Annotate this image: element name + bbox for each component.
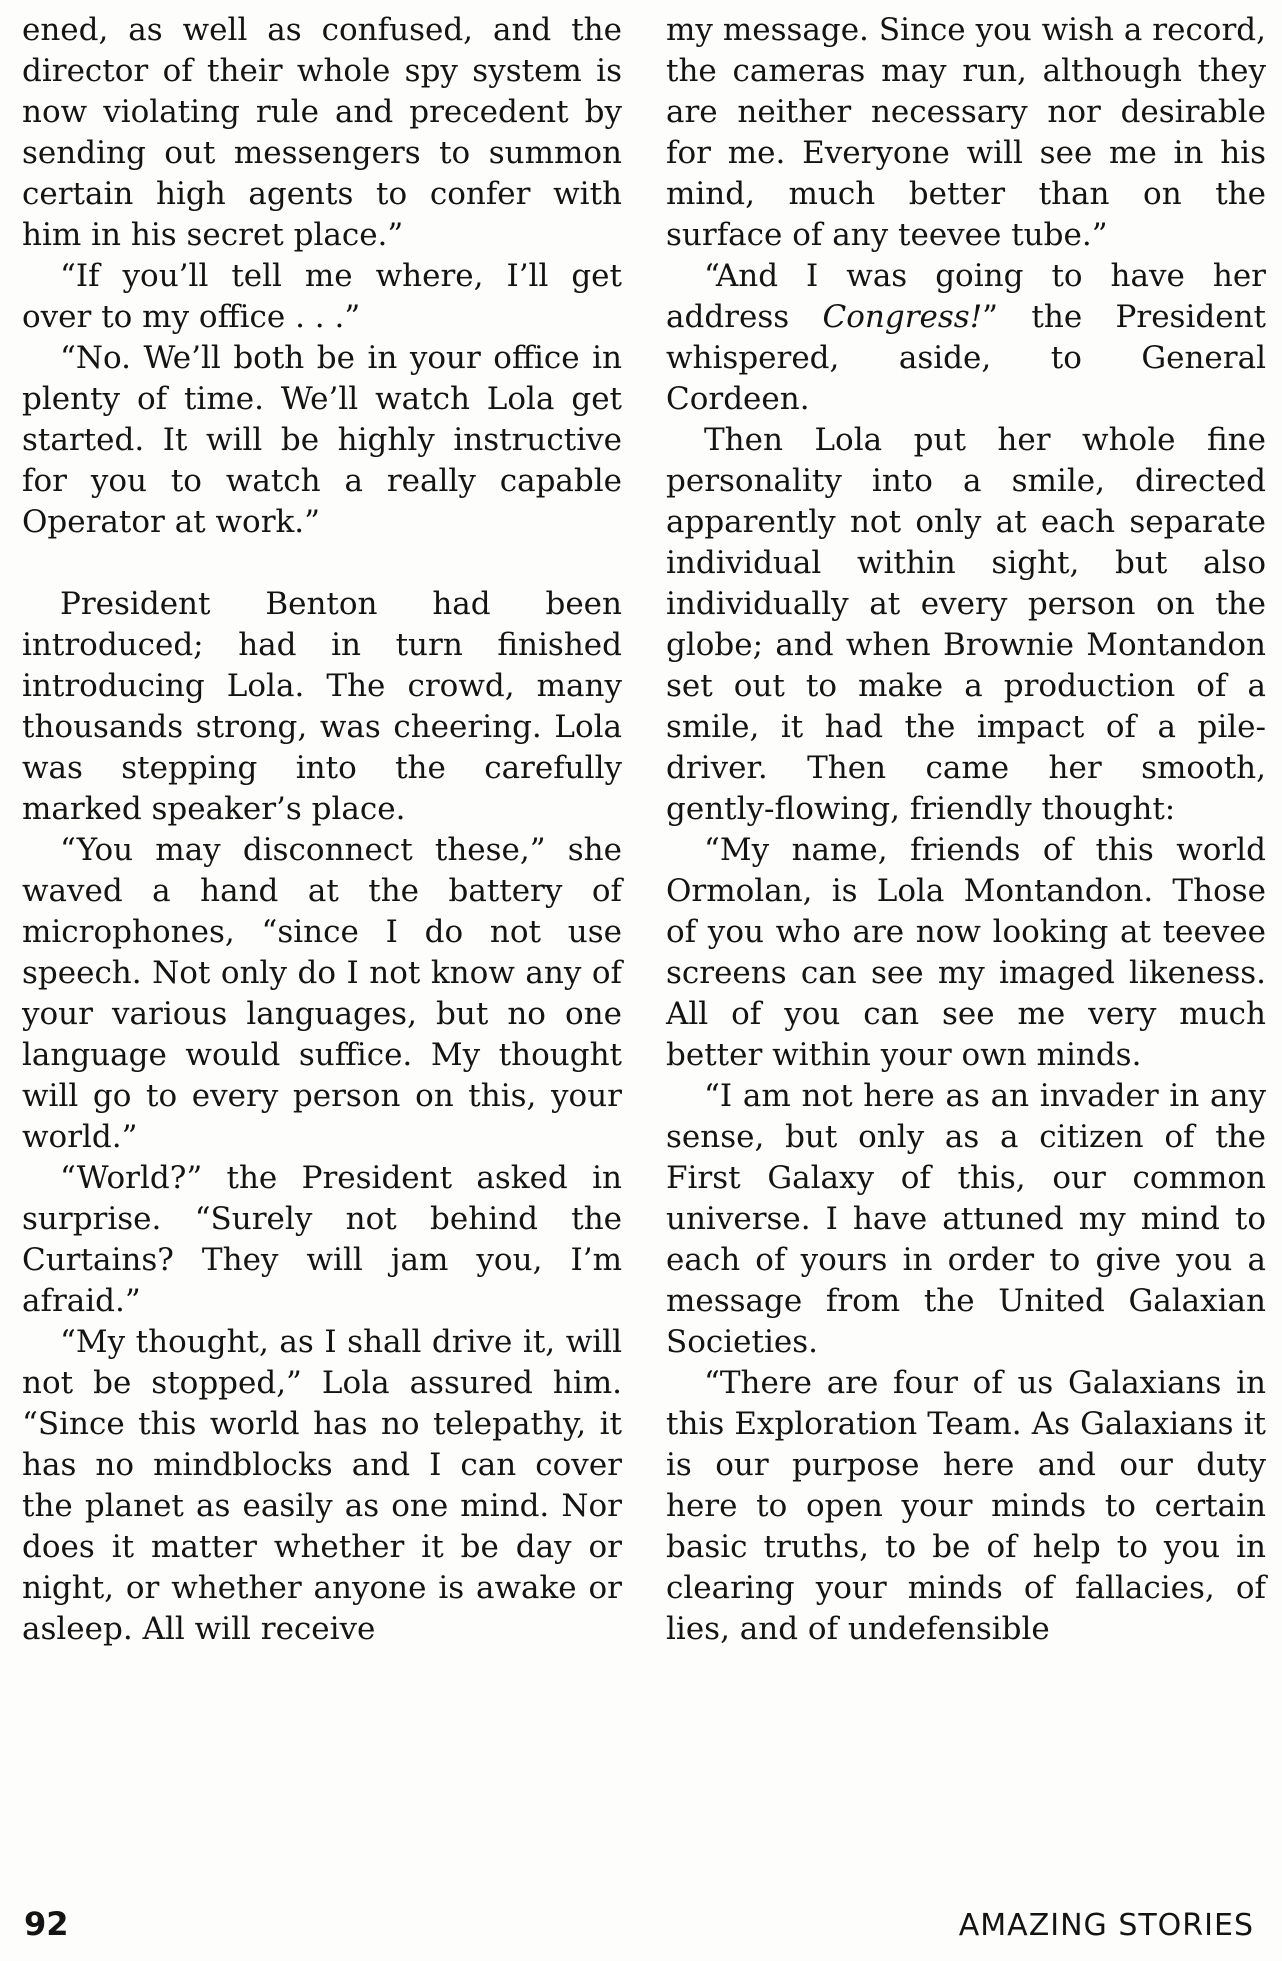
paragraph: Then Lola put her whole fine personality into a smile, directed apparently not only at each separate individual within sight, but also individually at every person on the globe; and when Brownie Montandon set out to make a production of a smile, it had the impact of a pile-driver. Then came her smooth, gently-flowing, friendly thought:: [666, 422, 1266, 827]
paragraph: “And I was going to have her address Congress!” the President whispered, aside, to General Cordeen.: [666, 258, 1266, 417]
paragraph: President Benton had been introduced; had in turn finished introducing Lola. The crowd, many thousands strong, was cheering. Lola was stepping into the carefully marked speaker’s place.: [22, 586, 622, 827]
paragraph: ened, as well as confused, and the director of their whole spy system is now violating rule and precedent by sending out messengers to summon certain high agents to confer with him in his secret place.”: [22, 12, 622, 253]
paragraph: “My name, friends of this world Ormolan, is Lola Montandon. Those of you who are now looking at teevee screens can see my imaged likeness. All of you can see me very much better within your own minds.: [666, 832, 1266, 1073]
left-column: [22, 10, 622, 1650]
right-column: [666, 10, 1266, 1650]
paragraph: “No. We’ll both be in your office in plenty of time. We’ll watch Lola get started. It will be highly instructive for you to watch a really capable Operator at work.”: [22, 340, 622, 540]
paragraph: “My thought, as I shall drive it, will not be stopped,” Lola assured him. “Since this world has no telepathy, it has no mindblocks and I can cover the planet as easily as one mind. Nor does it matter whether it be day or night, or whether anyone is awake or asleep. All will receive: [22, 1324, 622, 1647]
paragraph: “There are four of us Galaxians in this Exploration Team. As Galaxians it is our purpose here and our duty here to open your minds to certain basic truths, to be of help to you in clearing your minds of fallacies, of lies, and of undefensible: [666, 1365, 1266, 1647]
paragraph: my message. Since you wish a record, the cameras may run, although they are neither necessary nor desirable for me. Everyone will see me in his mind, much better than on the surface of any teevee tube.”: [666, 12, 1266, 253]
magazine-title: AMAZING STORIES: [958, 1908, 1254, 1943]
paragraph: “World?” the President asked in surprise. “Surely not behind the Curtains? They will jam you, I’m afraid.”: [22, 1160, 622, 1319]
paragraph: “You may disconnect these,” she waved a hand at the battery of microphones, “since I do not use speech. Not only do I not know any of your various languages, but no one language would suffice. My thought will go to every person on this, your world.”: [22, 832, 622, 1155]
page-number: 92: [24, 1905, 69, 1943]
emphasis: Congress!: [822, 299, 983, 335]
paragraph: “If you’ll tell me where, I’ll get over to my office . . .”: [22, 258, 622, 335]
paragraph: “I am not here as an invader in any sense, but only as a citizen of the First Galaxy of this, our common universe. I have attuned my mind to each of yours in order to give you a message from the United Galaxian Societies.: [666, 1078, 1266, 1360]
